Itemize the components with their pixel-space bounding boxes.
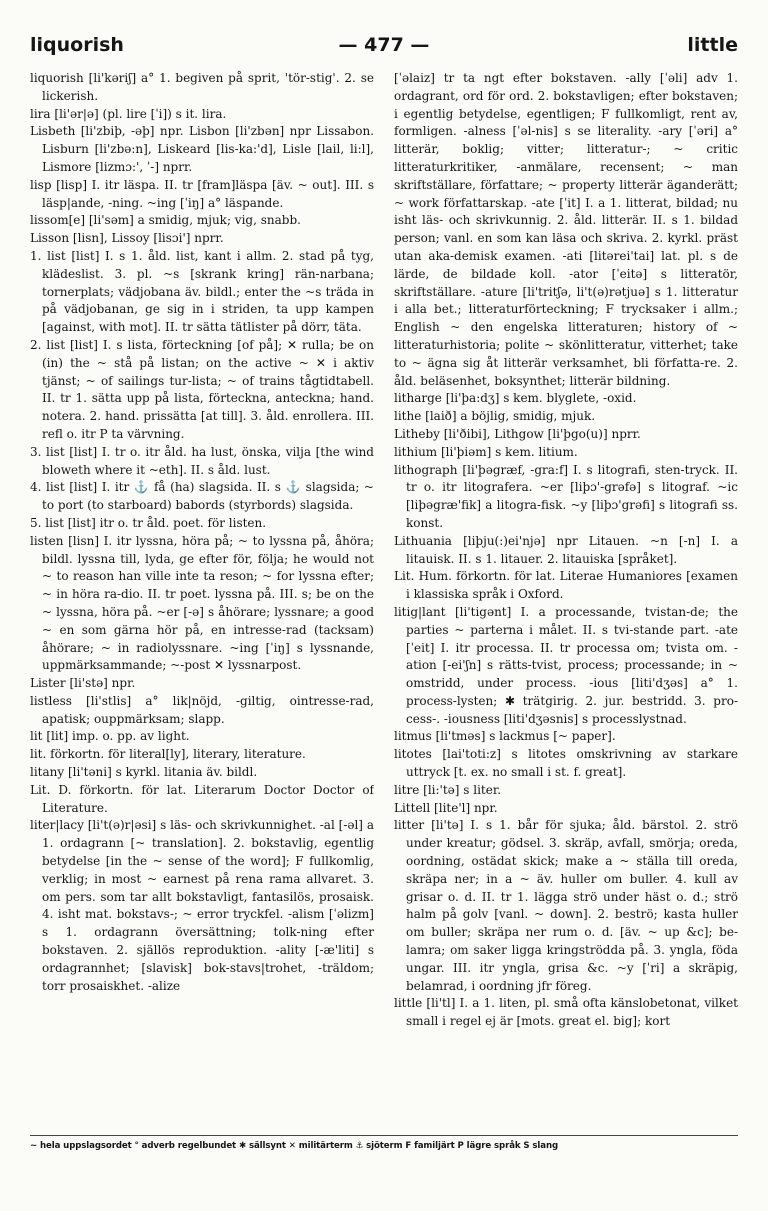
dictionary-entry: litter [li'tə] I. s 1. bår för sjuka; åld. bärstol. 2. strö under kreatur; gödsel. 3. skräp, avfall, smörja; oreda, oordning, ostädat skick; make a ~ ställa till oreda, skräpa ner; in a ~ äv. huller om buller. 4. kull av grisar o. d. II. tr 1. lägga strö under häst o. d.; strö halm på golv [vanl. ~ down]. 2. beströ; kasta huller om buller; skräpa ner rum o. d. [äv. ~ up &c]; be-lamra; om saker ligga kringströdda på. 3. yngla, föda ungar. III. itr yngla, grisa &c. ~y [ˈri] a skräpig, belamrad, i oordning jfr föreg. bbox=[394, 818, 738, 993]
dictionary-entry: [ˈəlaiz] tr ta ngt efter bokstaven. -ally [ˈəli] adv 1. ordagrant, ord för ord. 2. bokstavligen; efter bokstaven; i egentlig betydelse, egentligen; F fullkomligt, rent av, formligen. -alness [ˈəl-nis] s se literality. -ary [ˈəri] a° litterär, boklig; vitter; litteratur-; ~ critic litteraturkritiker, -anmälare, recensent; ~ man skriftställare, författare; ~ property litterär äganderätt; ~ work författarskap. -ate [ˈit] I. a 1. litterat, bildad; nu isht läs- och skrivkunnig. 2. åld. litterär. II. s 1. bildad person; vanl. en som kan läsa och skriva. 2. kyrkl. präst utan aka-demisk examen. -ati [litərei'tai] lat. pl. s de lärde, de bildade koll. -ator [ˈeitə] s litteratör, skriftställare. -ature [li'tritʃə, li't(ə)rətjuə] s 1. litteratur i alla bet.; litteraturförteckning; F trycksaker i allm.; English ~ den engelska litteraturen; history of ~ litteraturhistoria; polite ~ skönlitteratur, vitterhet; take to ~ ägna sig åt litterär verksamhet, bli författa-re. 2. åld. beläsenhet, boksynthet; litterär bildning. bbox=[394, 71, 738, 388]
dictionary-entry: listless [li'stlis] a° lik|nöjd, -giltig, ointresse-rad, apatisk; ouppmärksam; slapp. bbox=[30, 693, 374, 726]
dictionary-entry: Lisson [lisn], Lissoy [lisɔi'] nprr. bbox=[30, 231, 224, 246]
dictionary-entry: litharge [li'þa:dʒ] s kem. blyglete, -oxid. bbox=[394, 391, 637, 406]
dictionary-entry: little [li'tl] I. a 1. liten, pl. små ofta känslobetonat, vilket small i regel ej är [mots. great el. big]; kort bbox=[394, 996, 738, 1029]
dictionary-body bbox=[30, 70, 738, 1132]
dictionary-entry: litig|lant [li'tigənt] I. a processande, tvistan-de; the parties ~ parterna i målet. II. s tvi-stande part. -ate [ˈeit] I. itr processa. II. tr processa om; tvista om. -ation [-ei'ʃn] s rätts-tvist, process; processande; in ~ omstridd, under process. -ious [liti'dʒəs] a° 1. process-lysten; ✱ trätgirig. 2. jur. bestridd. 3. pro-cess-. -iousness [liti'dʒəsnis] s processlystnad. bbox=[394, 604, 738, 726]
footer-divider bbox=[30, 1135, 738, 1136]
dictionary-entry: litmus [li'tməs] s lackmus [~ paper]. bbox=[394, 729, 616, 744]
dictionary-entry: litotes [lai'toti:z] s litotes omskrivning av starkare uttryck [t. ex. no small i st. f. great]. bbox=[394, 747, 738, 780]
dictionary-entry: 2. list [list] I. s lista, förteckning [of på]; ✕ rulla; be on (in) the ~ stå på listan; on the active ~ ✕ i aktiv tjänst; ~ of sailings tur-lista; ~ of trains tågtidtabell. II. tr 1. sätta upp på lista, förteckna, anteckna; hand. notera. 2. hand. prissätta [at till]. 3. åld. enrollera. III. refl o. itr P ta värvning. bbox=[30, 337, 374, 441]
dictionary-entry: 1. list [list] I. s 1. åld. list, kant i allm. 2. stad på tyg, klädeslist. 3. pl. ~s [skrank kring] rän-narbana; tornerplats; vädjobana äv. bildl.; enter the ~s träda in på vädjobanan, ge sig in i striden, ta upp kampen [against, with mot]. II. tr sätta tätlister på dörr, täta. bbox=[30, 248, 374, 335]
guide-word-last: little bbox=[687, 34, 738, 56]
dictionary-entry: litre [li:'tə] s liter. bbox=[394, 782, 502, 797]
dictionary-entry: litany [li'təni] s kyrkl. litania äv. bildl. bbox=[30, 765, 258, 780]
dictionary-entry: Lisbeth [li'zbiþ, -əþ] npr. Lisbon [li'zbən] npr Lissabon. Lisburn [li'zbə:n], Liskeard [lis-ka:'d], Lisle [lail, li:l], Lismore [lizmɔ:', ˈ-] nprr. bbox=[30, 124, 374, 174]
guide-word-first: liquorish bbox=[30, 34, 124, 56]
dictionary-entry: listen [lisn] I. itr lyssna, höra på; ~ to lyssna på, åhöra; bildl. lyssna till, lyda, ge efter för, följa; he would not ~ to reason han ville inte ta reson; ~ for lyssna efter; ~ in höra ra-dio. II. tr poet. lyssna på. III. s; be on the ~ lyssna, höra på. ~er [-ə] s åhörare; lyssnare; a good ~ en som gärna hör på, en intresse-rad (tacksam) åhörare; ~ in radiolyssnare. ~ing [ˈiŋ] s lyssnande, uppmärksammande; ~-post ✕ lyssnarpost. bbox=[30, 533, 374, 673]
dictionary-entry: lit. förkortn. för literal[ly], literary, literature. bbox=[30, 747, 306, 762]
dictionary-entry: liquorish [li'kəriʃ] a° 1. begiven på sprit, 'tör-stig'. 2. se lickerish. bbox=[30, 71, 374, 103]
dictionary-entry: Lit. D. förkortn. för lat. Literarum Doctor Doctor of Literature. bbox=[30, 782, 374, 815]
dictionary-entry: Littell [lite'l] npr. bbox=[394, 800, 498, 815]
dictionary-entry: liter|lacy [li't(ə)r|əsi] s läs- och skrivkunnighet. -al [-əl] a 1. ordagrann [~ translation]. 2. bokstavlig, egentlig betydelse [in the ~ sense of the word]; F fullkomlig, verklig; in most ~ earnest på rena rama allvaret. 3. om pers. som tar allt bokstavligt, fantasilös, prosaisk. 4. isht mat. bokstavs-; ~ error tryckfel. -alism [ˈəlizm] s 1. ordagrann översättning; tolk-ning efter bokstaven. 2. själlös reproduktion. -ality [-æ'liti] s ordagrannhet; [slavisk] bok-stavs|trohet, -träldom; torr prosaiskhet. -alize bbox=[30, 818, 374, 993]
dictionary-entry: lithograph [li'þəgræf, -gra:f] I. s litografi, sten-tryck. II. tr o. itr litografera. ~er [liþɔ'-grəfə] s litograf. ~ic [liþəgræ'fik] a litogra-fisk. ~y [liþɔ'grəfi] s litografi ss. konst. bbox=[394, 462, 738, 530]
dictionary-entry: lira [li'ər|ə] (pl. lire [ˈi]) s it. lira. bbox=[30, 106, 227, 121]
dictionary-entry: lissom[e] [li'səm] a smidig, mjuk; vig, snabb. bbox=[30, 213, 301, 228]
page-header bbox=[30, 34, 738, 64]
dictionary-entry: Lister [li'stə] npr. bbox=[30, 676, 136, 691]
dictionary-entry: Lithuania [liþju(:)ei'njə] npr Litauen. ~n [-n] I. a litauisk. II. s 1. litauer. 2. litauiska [språket]. bbox=[394, 533, 738, 566]
dictionary-entry: lithe [laið] a böjlig, smidig, mjuk. bbox=[394, 409, 596, 424]
dictionary-entry: 4. list [list] I. itr ⚓ få (ha) slagsida. II. s ⚓ slagsida; ~ to port (to starboard) babords (styrbords) slagsida. bbox=[30, 480, 374, 513]
dictionary-entry: 5. list [list] itr o. tr åld. poet. för listen. bbox=[30, 515, 267, 530]
dictionary-entry: lit [lit] imp. o. pp. av light. bbox=[30, 729, 190, 744]
dictionary-entry: Lit. Hum. förkortn. för lat. Literae Humaniores [examen i klassiska språk i Oxford. bbox=[394, 569, 738, 602]
page-number: — 477 — bbox=[338, 34, 430, 56]
right-column bbox=[394, 70, 738, 1132]
abbreviation-legend: ~ hela uppslagsordet ° adverb regelbundet ✱ sällsynt ✕ militärterm ⚓ sjöterm F familjärt P lägre språk S slang bbox=[30, 1141, 559, 1151]
left-column bbox=[30, 70, 374, 1132]
dictionary-entry: lisp [lisp] I. itr läspa. II. tr [fram]läspa [äv. ~ out]. III. s läsp|ande, -ning. ~ing [ˈiŋ] a° läspande. bbox=[30, 177, 374, 210]
dictionary-entry: Litheby [li'ðibi], Lithgow [li'þgo(u)] nprr. bbox=[394, 426, 641, 441]
dictionary-entry: 3. list [list] I. tr o. itr åld. ha lust, önska, vilja [the wind bloweth where it ~eth]. II. s åld. lust. bbox=[30, 444, 374, 477]
dictionary-entry: lithium [li'þiəm] s kem. litium. bbox=[394, 444, 578, 459]
